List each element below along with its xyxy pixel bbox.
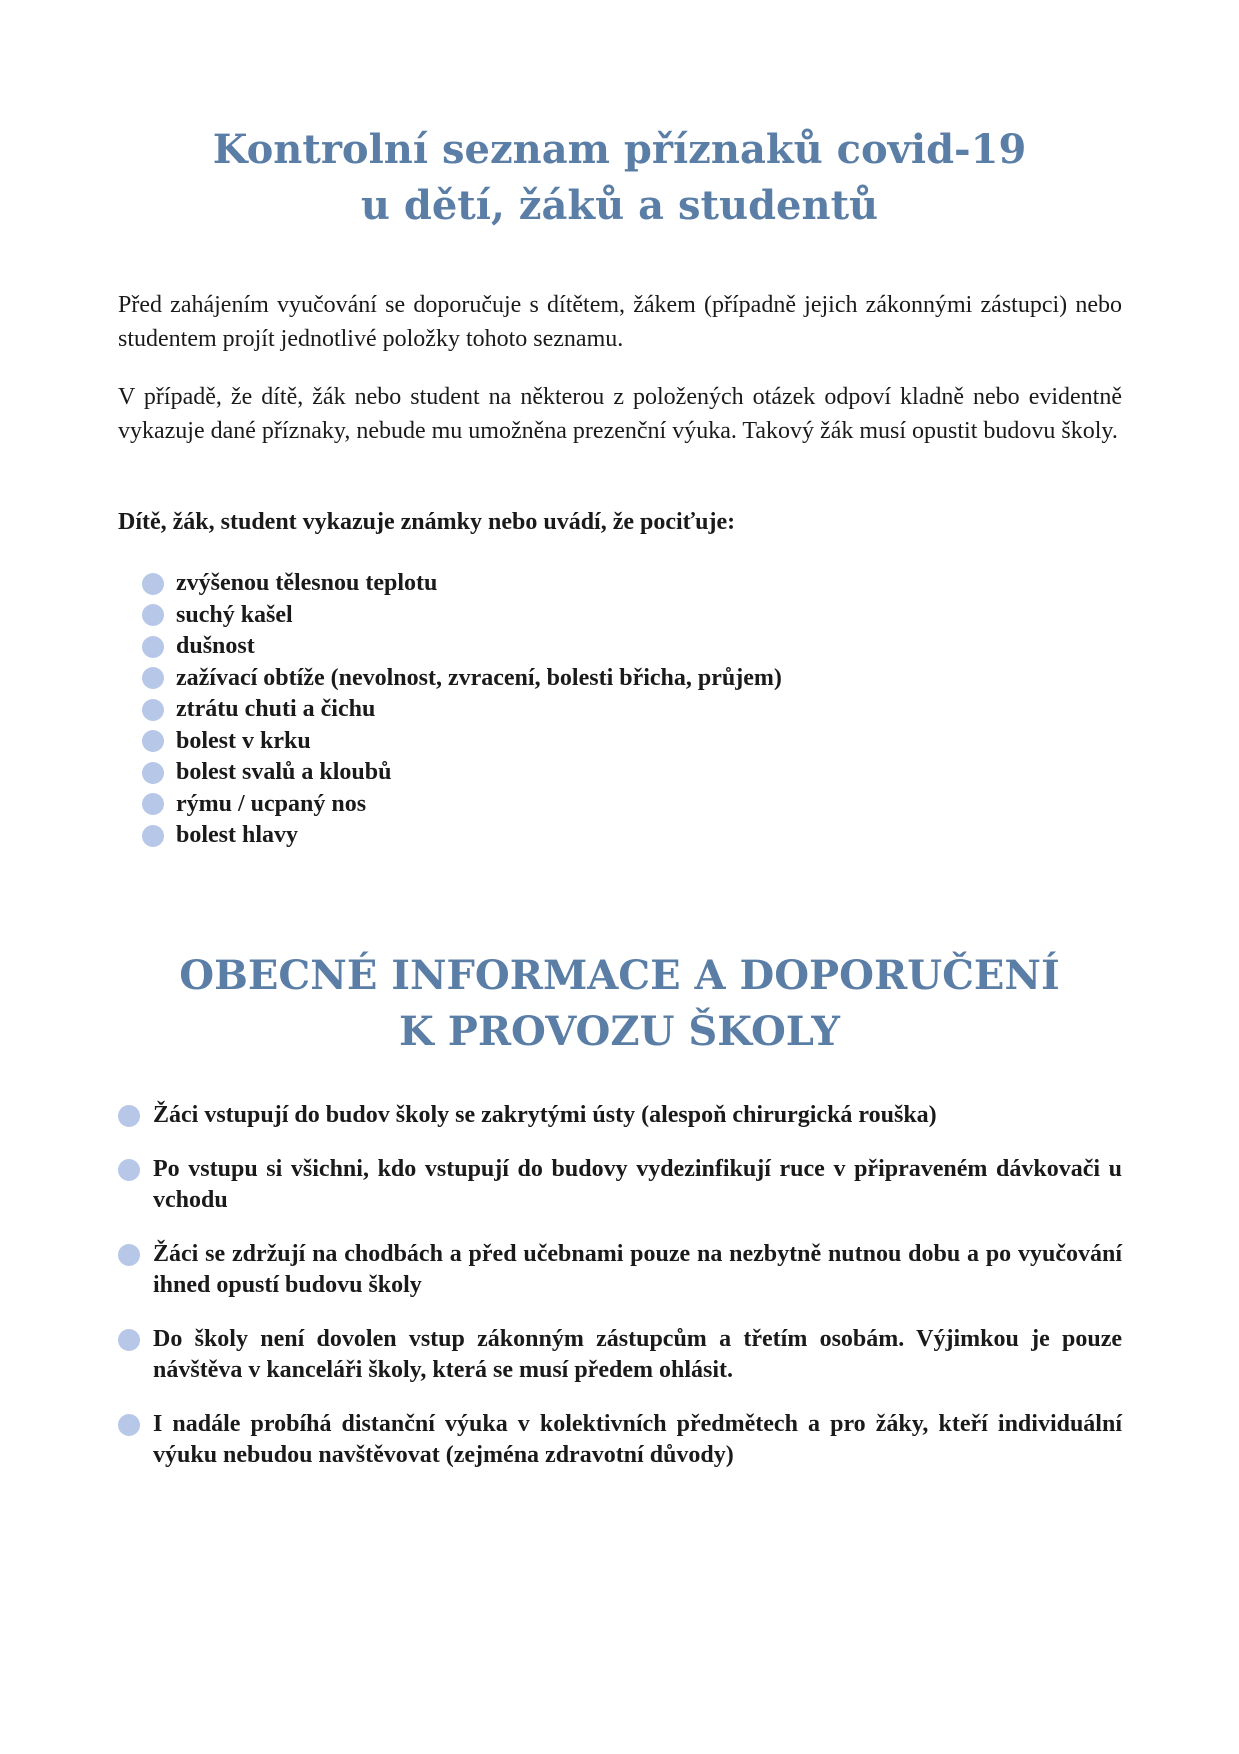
rules-list	[118, 1100, 1122, 1494]
symptom-item	[142, 663, 782, 695]
symptom-label: suchý kašel	[176, 601, 293, 628]
symptom-item	[142, 694, 782, 726]
rule-item	[118, 1239, 1122, 1301]
bullet-icon	[142, 573, 164, 595]
bullet-icon	[142, 604, 164, 626]
symptom-label: zažívací obtíže (nevolnost, zvracení, bolesti břicha, průjem)	[176, 664, 782, 691]
intro-paragraph-2: V případě, že dítě, žák nebo student na některou z položených otázek odpoví kladně nebo evidentně vykazuje dané příznaky, nebude mu umožněna prezenční výuka. Takový žák musí opustit budovu školy.	[118, 384, 1122, 444]
section-title-line-1: OBECNÉ INFORMACE A DOPORUČENÍ	[179, 952, 1060, 999]
rule-item	[118, 1409, 1122, 1471]
rule-text: Do školy není dovolen vstup zákonným zástupcům a třetím osobám. Výjimkou je pouze návštěva v kanceláři školy, která se musí předem ohlásit.	[153, 1326, 1122, 1383]
bullet-icon	[118, 1414, 140, 1436]
symptom-item	[142, 568, 782, 600]
intro-paragraph-1: Před zahájením vyučování se doporučuje s dítětem, žákem (případně jejich zákonnými zástupci) nebo studentem projít jednotlivé položky tohoto seznamu.	[118, 292, 1122, 352]
title-line-1: Kontrolní seznam příznaků covid-19	[212, 126, 1027, 173]
section-title-line-2: K PROVOZU ŠKOLY	[399, 1008, 840, 1055]
symptom-item	[142, 789, 782, 821]
rule-text: Žáci se zdržují na chodbách a před učebnami pouze na nezbytně nutnou dobu a po vyučování ihned opustí budovu školy	[153, 1241, 1122, 1298]
symptom-label: rýmu / ucpaný nos	[176, 790, 367, 817]
rule-item	[118, 1100, 1122, 1131]
rule-text: Žáci vstupují do budov školy se zakrytými ústy (alespoň chirurgická rouška)	[153, 1102, 937, 1128]
symptom-item	[142, 631, 782, 663]
bullet-icon	[118, 1105, 140, 1127]
symptom-item	[142, 726, 782, 758]
symptom-label: bolest v krku	[176, 727, 311, 754]
bullet-icon	[142, 730, 164, 752]
symptom-label: bolest hlavy	[176, 822, 299, 849]
bullet-icon	[142, 762, 164, 784]
rule-item	[118, 1154, 1122, 1216]
symptoms-lead: Dítě, žák, student vykazuje známky nebo uvádí, že pociťuje:	[118, 509, 736, 535]
symptom-item	[142, 757, 782, 789]
bullet-icon	[118, 1329, 140, 1351]
bullet-icon	[142, 636, 164, 658]
section-title	[0, 948, 1239, 1060]
rule-item	[118, 1324, 1122, 1386]
symptoms-list	[142, 568, 782, 852]
symptom-label: zvýšenou tělesnou teplotu	[176, 570, 438, 597]
symptom-label: bolest svalů a kloubů	[176, 759, 392, 786]
page-title	[0, 122, 1239, 234]
bullet-icon	[142, 793, 164, 815]
bullet-icon	[118, 1159, 140, 1181]
symptom-item	[142, 820, 782, 852]
title-line-2: u dětí, žáků a studentů	[360, 182, 879, 229]
rule-text: I nadále probíhá distanční výuka v kolektivních předmětech a pro žáky, kteří individuální výuku nebudou navštěvovat (zejména zdravotní důvody)	[153, 1411, 1122, 1468]
rule-text: Po vstupu si všichni, kdo vstupují do budovy vydezinfikují ruce v připraveném dávkovači u vchodu	[153, 1156, 1122, 1213]
bullet-icon	[118, 1244, 140, 1266]
bullet-icon	[142, 699, 164, 721]
bullet-icon	[142, 825, 164, 847]
symptom-label: ztrátu chuti a čichu	[176, 696, 376, 723]
bullet-icon	[142, 667, 164, 689]
symptom-label: dušnost	[176, 633, 255, 660]
symptom-item	[142, 600, 782, 632]
